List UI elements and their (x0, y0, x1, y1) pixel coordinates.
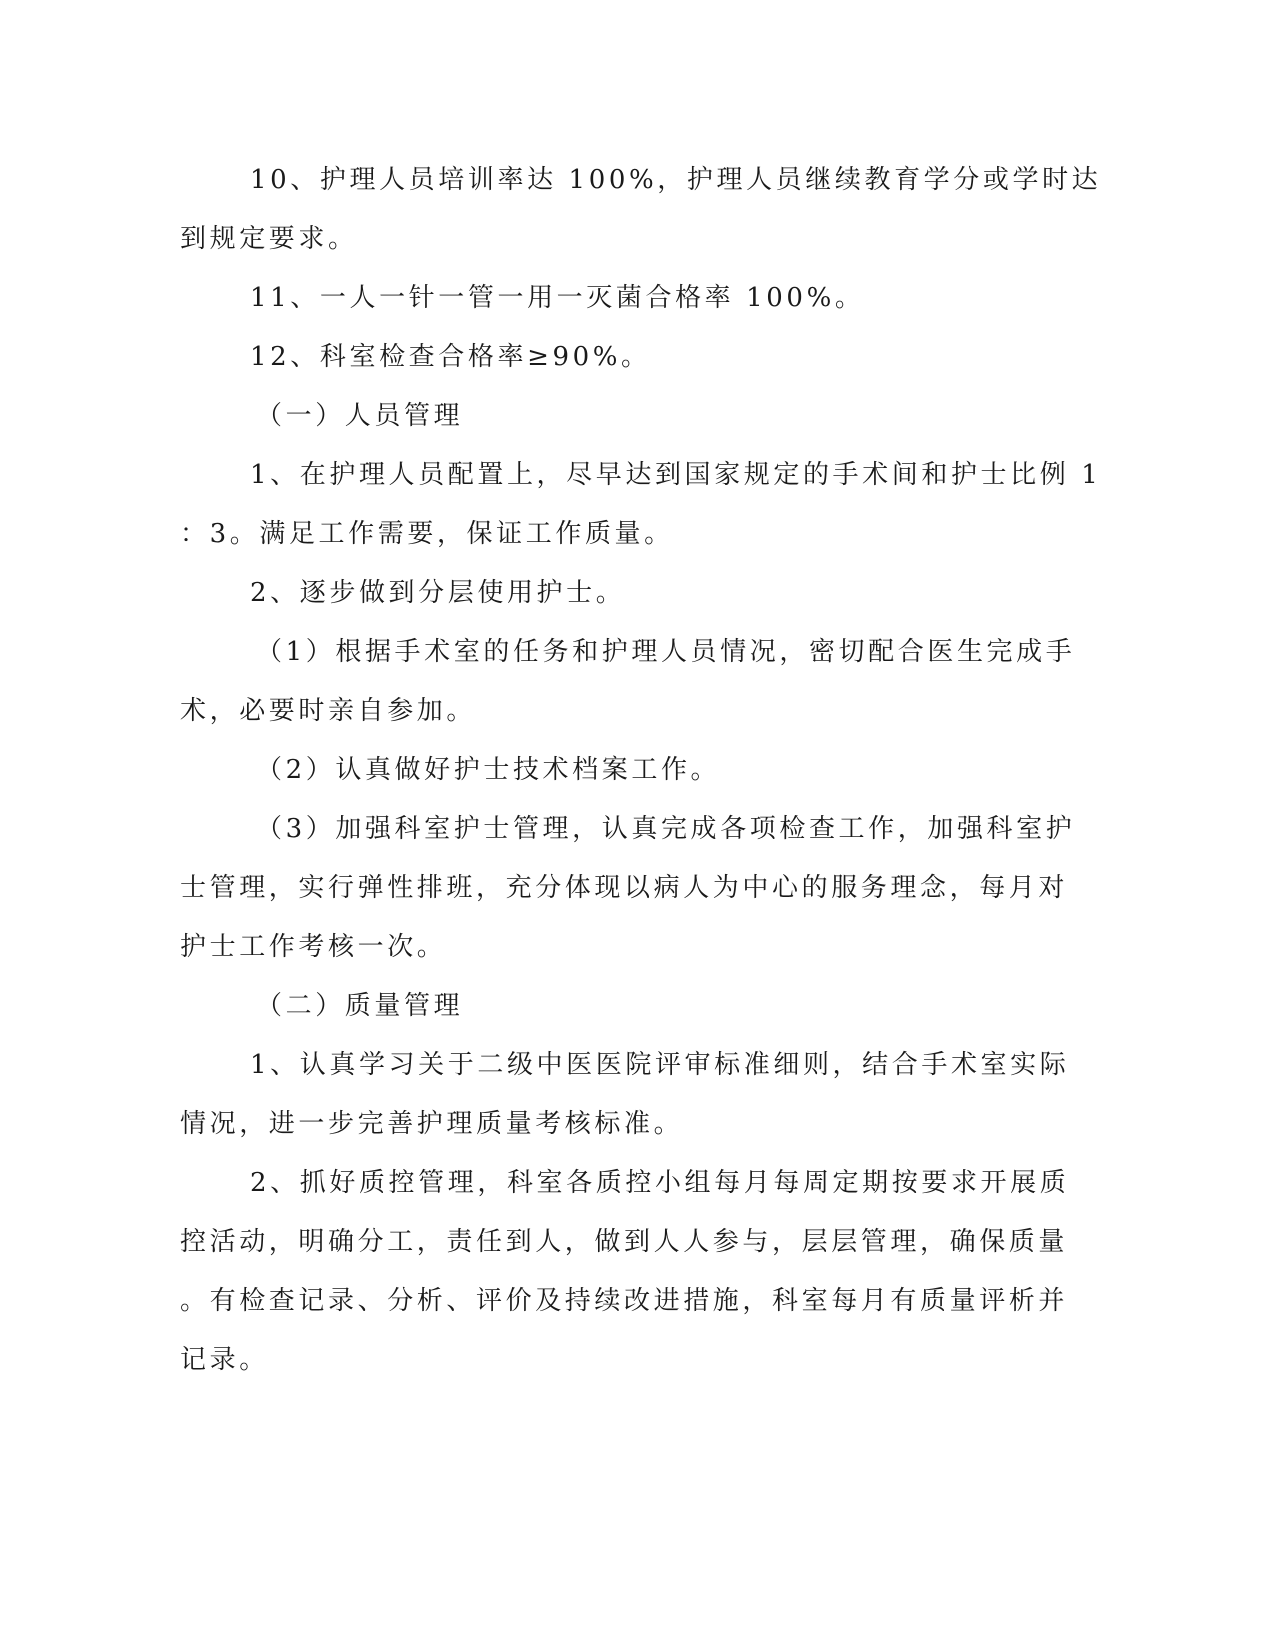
paragraph-line: 1、在护理人员配置上，尽早达到国家规定的手术间和护士比例 1 (250, 460, 1102, 490)
paragraph-line: 。有检查记录、分析、评价及持续改进措施，科室每月有质量评析并 (180, 1286, 1069, 1316)
paragraph-line: 2、逐步做到分层使用护士。 (250, 578, 626, 608)
paragraph-line: （1）根据手术室的任务和护理人员情况，密切配合医生完成手 (256, 637, 1076, 667)
paragraph-line: 12、科室检查合格率≥90%。 (250, 342, 651, 372)
paragraph-line: ：3。满足工作需要，保证工作质量。 (180, 519, 674, 549)
paragraph-line: 控活动，明确分工，责任到人，做到人人参与，层层管理，确保质量 (180, 1227, 1069, 1257)
paragraph-line: （2）认真做好护士技术档案工作。 (256, 755, 721, 785)
paragraph-line: （3）加强科室护士管理，认真完成各项检查工作，加强科室护 (256, 814, 1076, 844)
paragraph-line: 10、护理人员培训率达 100%，护理人员继续教育学分或学时达 (250, 165, 1102, 195)
paragraph-line: 11、一人一针一管一用一灭菌合格率 100%。 (250, 283, 865, 313)
section-heading: （二）质量管理 (256, 991, 464, 1021)
paragraph-line: 1、认真学习关于二级中医医院评审标准细则，结合手术室实际 (250, 1050, 1070, 1080)
paragraph-line: 2、抓好质控管理，科室各质控小组每月每周定期按要求开展质 (250, 1168, 1070, 1198)
paragraph-line: 情况，进一步完善护理质量考核标准。 (180, 1109, 684, 1139)
paragraph-line: 护士工作考核一次。 (180, 932, 447, 962)
paragraph-line: 记录。 (180, 1345, 269, 1375)
paragraph-line: 士管理，实行弹性排班，充分体现以病人为中心的服务理念，每月对 (180, 873, 1069, 903)
section-heading: （一）人员管理 (256, 401, 464, 431)
paragraph-line: 术，必要时亲自参加。 (180, 696, 477, 726)
paragraph-line: 到规定要求。 (180, 224, 358, 254)
